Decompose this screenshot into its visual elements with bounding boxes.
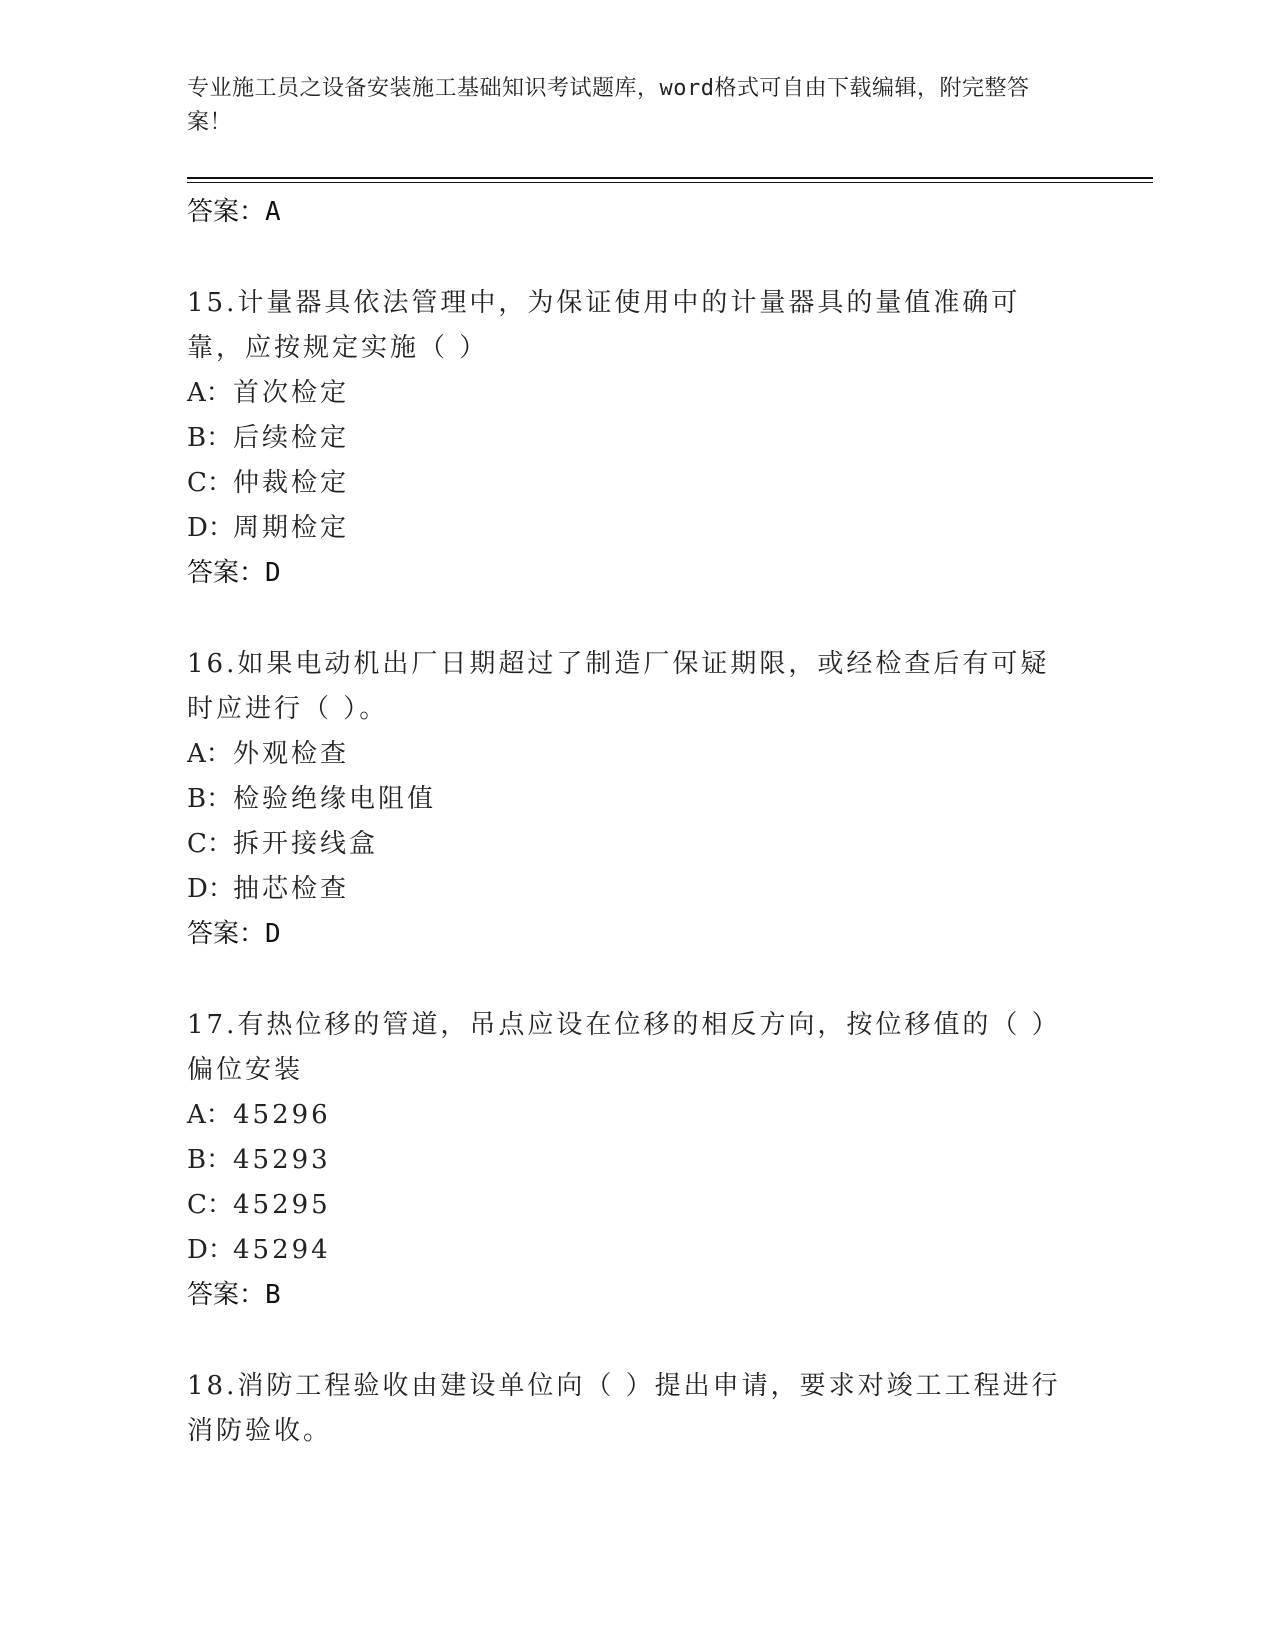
option-text: 仲裁检定 [233,468,350,498]
option-text: 检验绝缘电阻值 [233,784,437,814]
question-block [187,281,1087,595]
option-d [187,867,1087,912]
question-block [187,1364,1087,1454]
option-label: C： [187,829,233,859]
option-label: B： [187,784,233,814]
answer-line: 答案：B [187,1280,281,1310]
option-b [187,416,1087,461]
option-label: D： [187,513,234,543]
answer-line: 答案：A [187,197,281,227]
option-a [187,732,1087,777]
option-c [187,1183,1087,1228]
question-text: 16.如果电动机出厂日期超过了制造厂保证期限，或经检查后有可疑时应进行（ ）。 [187,649,1050,724]
option-label: C： [187,1190,233,1220]
question-text: 17.有热位移的管道，吊点应设在位移的相反方向，按位移值的（ ）偏位安装 [187,1010,1061,1085]
option-label: A： [187,1100,232,1130]
option-label: D： [187,874,234,904]
option-label: D： [187,1235,234,1265]
option-text: 首次检定 [233,378,350,408]
option-d [187,506,1087,551]
question-text: 15.计量器具依法管理中，为保证使用中的计量器具的量值准确可靠，应按规定实施（ ） [187,288,1021,363]
option-text: 抽芯检查 [233,874,350,904]
question-block [187,1003,1087,1317]
answer-line: 答案：D [187,558,281,588]
option-label: A： [187,378,232,408]
header-rule-thin [187,182,1153,183]
option-a [187,1093,1087,1138]
option-text: 45293 [233,1145,331,1175]
option-text: 外观检查 [233,739,350,769]
option-label: C： [187,468,233,498]
option-d [187,1228,1087,1273]
option-text: 后续检定 [233,423,350,453]
answer-line: 答案：D [187,919,281,949]
option-text: 45294 [233,1235,331,1265]
option-text: 拆开接线盒 [233,829,379,859]
option-label: B： [187,423,233,453]
option-b [187,777,1087,822]
question-block [187,642,1087,956]
header-rule-thick [187,177,1153,179]
option-a [187,371,1087,416]
option-text: 周期检定 [233,513,350,543]
document-header: 专业施工员之设备安装施工基础知识考试题库，word格式可自由下载编辑，附完整答案！ [187,76,1030,135]
option-text: 45295 [233,1190,331,1220]
option-label: A： [187,739,232,769]
option-label: B： [187,1145,233,1175]
question-list [187,190,1087,1454]
option-c [187,822,1087,867]
option-b [187,1138,1087,1183]
question-text: 18.消防工程验收由建设单位向（ ）提出申请，要求对竣工工程进行消防验收。 [187,1371,1061,1446]
option-c [187,461,1087,506]
option-text: 45296 [233,1100,331,1130]
